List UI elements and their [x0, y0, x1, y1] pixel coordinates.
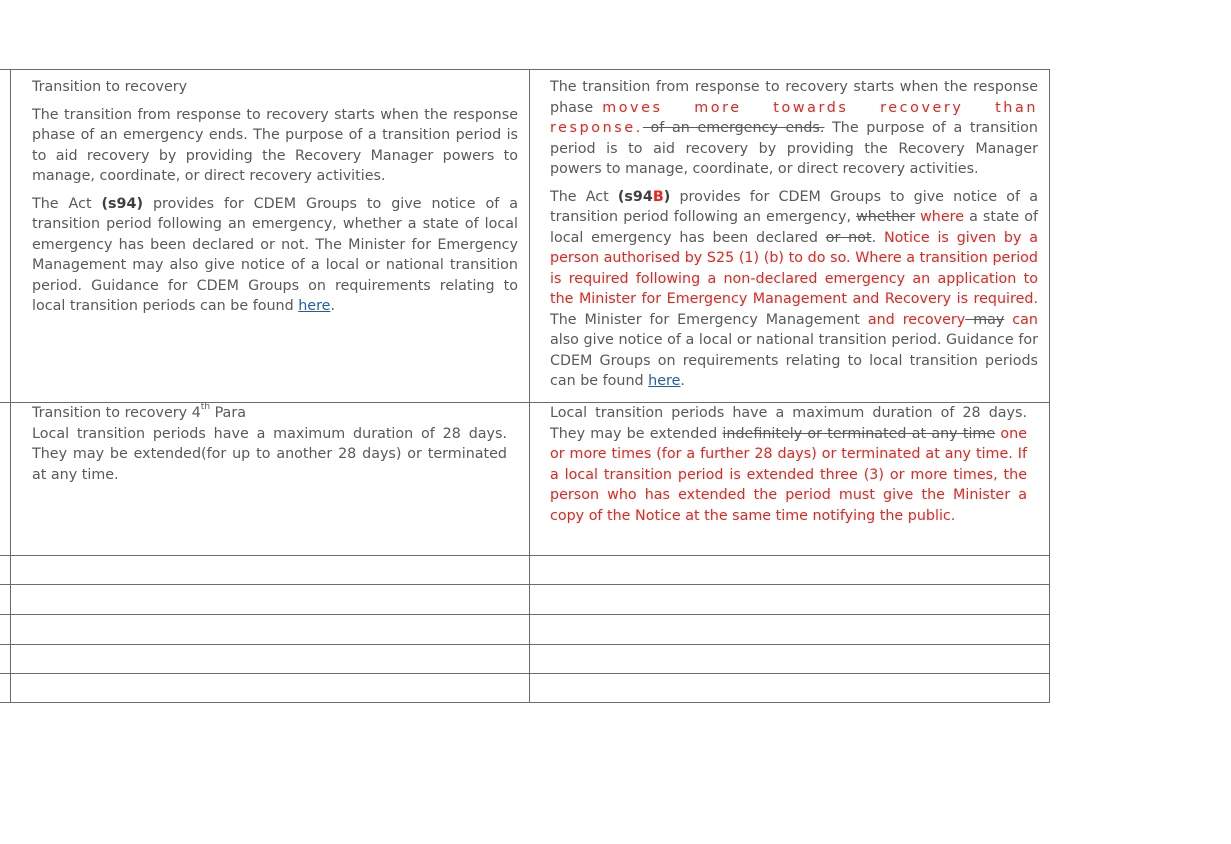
inserted-text: and recovery: [867, 311, 966, 328]
deleted-text: of an emergency ends.: [642, 120, 825, 136]
inserted-text: moves more towards recovery than response.: [550, 99, 1038, 136]
inserted-text: Notice is given by a person authorised by S25 (1) (b) to do so. Where a transition period is required following a non-declared emergency an application to the Minister for Emergency Management and Recovery is required.: [550, 229, 1038, 307]
text-run: Para: [210, 405, 246, 421]
inserted-text: where: [915, 209, 964, 225]
deleted-text: or not: [825, 229, 872, 246]
row1-original-cell: [32, 77, 518, 324]
text-run: Transition to recovery 4: [32, 405, 201, 421]
original-paragraph: Local transition periods have a maximum duration of 28 days. They may be extended(for up to another 28 days) or terminated at any time.: [32, 425, 507, 483]
text-run: The transition from response to recovery starts when the response phase: [550, 79, 1038, 116]
guidance-link[interactable]: here: [298, 298, 331, 314]
row1-amended-cell: [550, 77, 1038, 399]
row2-original-cell: [32, 403, 507, 485]
text-run: provides for CDEM Groups to give notice of a transition period following an emergency, whether a state of local emergency has been declared or not. The Minister for Emergency Management may also give notice of a local or national transition period. Guidance for CDEM Groups on requirements relating to local transition periods can be found: [32, 195, 518, 314]
deleted-text: may: [965, 311, 1005, 328]
table-border-left: [10, 69, 11, 703]
table-row-divider: [0, 614, 1050, 615]
act-reference: [618, 189, 670, 205]
text-run: The Act: [550, 188, 618, 205]
text-run: a state of local emergency has been declared: [550, 209, 1038, 246]
inserted-text: B: [652, 188, 664, 205]
table-row-divider: [0, 673, 1050, 674]
table-column-divider: [529, 69, 530, 703]
text-run: (s94: [617, 188, 653, 205]
amended-paragraph-2: [550, 187, 1038, 392]
guidance-link[interactable]: here: [648, 373, 681, 389]
deleted-text: whether: [856, 209, 915, 225]
table-row-divider: [0, 644, 1050, 645]
text-run: ): [663, 188, 671, 205]
original-paragraph-2: [32, 194, 518, 317]
inserted-text: can: [1004, 311, 1038, 328]
row2-amended-cell: [550, 403, 1027, 526]
amended-paragraph: [550, 403, 1027, 526]
text-run: also give notice of a local or national transition period. Guidance for CDEM Groups on requirements relating to local transition periods can be found: [550, 332, 1038, 389]
inserted-text: one or more times (for a further 28 days) or terminated at any time. If a local transition period is extended three (3) or more times, the person who has extended the period must give the Minister a copy of the Notice at the same time notifying the public.: [550, 425, 1027, 524]
text-run: The Minister for Emergency Management: [550, 311, 868, 328]
superscript: th: [200, 402, 211, 413]
act-reference: (s94): [101, 195, 143, 212]
table-row-divider: [0, 584, 1050, 585]
text-run: .: [871, 229, 884, 246]
text-run: .: [680, 373, 685, 389]
text-run: The Act: [32, 195, 102, 212]
amended-paragraph-1: [550, 77, 1038, 180]
deleted-text: indefinitely or terminated at any time: [722, 425, 996, 442]
text-run: provides for CDEM Groups to give notice of a transition period following an emergency,: [550, 188, 1038, 225]
table-border-bottom: [0, 702, 1050, 703]
table-row-divider: [0, 555, 1050, 556]
text-run: Local transition periods have a maximum duration of 28 days. They may be extended: [550, 405, 1027, 442]
section-heading: [32, 403, 507, 424]
table-border-right: [1049, 69, 1050, 703]
section-heading: Transition to recovery: [32, 79, 188, 95]
text-run: The purpose of a transition period is to aid recovery by providing the Recovery Manager powers to manage, coordinate, or direct recovery activities.: [550, 120, 1038, 177]
original-paragraph-1: The transition from response to recovery starts when the response phase of an emergency ends. The purpose of a transition period is to aid recovery by providing the Recovery Manager powers to manage, coordinate, or direct recovery activities.: [32, 106, 518, 184]
text-run: .: [330, 298, 335, 314]
table-border-top: [0, 69, 1050, 70]
